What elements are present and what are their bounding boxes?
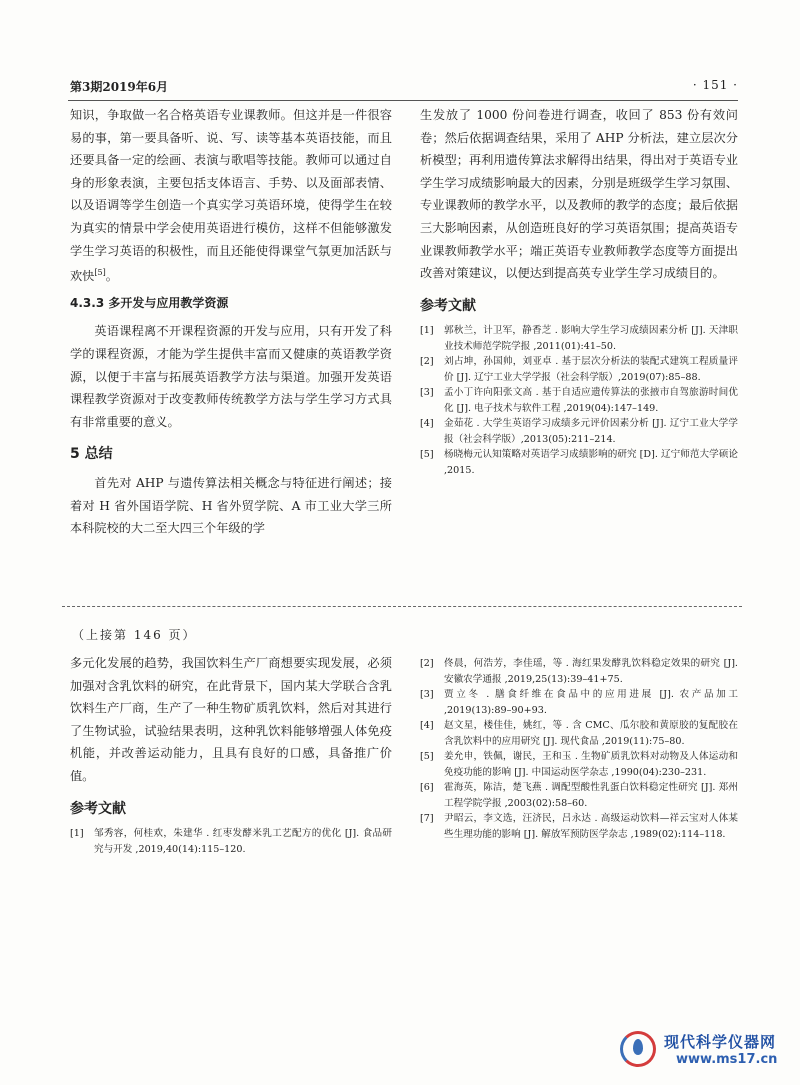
reference-item: [5] 姜允申，铁佩，谢民，王和玉 . 生物矿质乳饮料对动物及人体运动和免疫功能的影响 [J]. 中国运动医学杂志 ,1990(04):230–231. [420,751,738,778]
body-paragraph: 生发放了 1000 份问卷进行调查，收回了 853 份有效问卷；然后依据调查结果，采用了 AHP 分析法，建立层次分析模型；再利用遗传算法求解得出结果，得出对于英语专业学生学习成绩影响最大的因素，分别是班级学生学习氛围、专业课教师的教学水平，以及教师的教学的态度；最后依据三大影响因素，从创造班良好的学习英语氛围；提高英语专业课教师教学水平；端正英语专业教师教学态度等方面提出改善对策建议，以便达到提高英专业学生学习成绩目的。 [420,108,738,281]
references-heading: 参考文献 [420,297,476,314]
bottom-left-column [70,652,392,857]
body-paragraph: 首先对 AHP 与遗传算法相关概念与特征进行阐述；接着对 H 省外国语学院、H 省外贸学院、A 市工业大学三所本科院校的大二至大四三个年级的学 [70,475,392,536]
reference-item: [3] 孟小丁许向阳张文高 . 基于自适应遗传算法的张掖市自驾旅游时间优化 [J]. 电子技术与软件工程 ,2019(04):147–149. [420,387,738,414]
reference-item: [2] 刘占坤，孙国帅，刘亚卓 . 基于层次分析法的装配式建筑工程质量评价 [J]. 辽宁工业大学学报（社会科学版）,2019(07):85–88. [420,356,738,383]
issue-label: 第3期2019年6月 [70,80,169,94]
section-divider [62,606,742,607]
reference-item: [5] 杨晓梅元认知策略对英语学习成绩影响的研究 [D]. 辽宁师范大学硕论 ,2015. [420,449,738,476]
reference-item: [1] 郭秋兰，计卫军，静香芝 . 影响大学生学习成绩因素分析 [J]. 天津职业技术师范学院学报 ,2011(01):41–50. [420,325,738,352]
reference-list [420,323,738,478]
watermark-name: 现代科学仪器网 [664,1033,777,1051]
top-left-column [70,104,392,540]
section-heading-4-3-3: 4.3.3 多开发与应用教学资源 [70,295,229,310]
body-paragraph: 知识，争取做一名合格英语专业课教师。但这并是一件很容易的事，第一要具备听、说、写、读等基本英语技能，而且还要具备一定的绘画、表演与歌唱等技能。教师可以通过自身的形象表演，主要包括支体语言、手势、以及面部表情、以及语调等学生创造一个真实学习英语环境，使得学生在较为真实的情景中学会使用英语进行模仿，这样不但能够激发学生学习英语的积极性，而且还能使得课堂气氛更加活跃与欢快[5]。 [70,108,392,284]
reference-item: [4] 金茹花 . 大学生英语学习成绩多元评价因素分析 [J]. 辽宁工业大学学报（社会科学版）,2013(05):211–214. [420,418,738,445]
top-right-column [420,104,738,478]
watermark-logo [620,1029,790,1073]
body-paragraph: 多元化发展的趋势，我国饮料生产厂商想要实现发展，必须加强对含乳饮料的研究，在此背景下，国内某大学联合含乳饮料生产厂商，生产了一种生物矿质乳饮料，然后对其进行了生物试验，试验结果表明，这种乳饮料能够增强人体免疫机能，并改善运动能力，且具有良好的口感，具备推广价值。 [70,656,392,783]
body-paragraph: 英语课程离不开课程资源的开发与应用，只有开发了科学的课程资源，才能为学生提供丰富而又健康的英语教学资源，以便于丰富与拓展英语教学方法与渠道。加强开发英语课程教学资源对于改变教师传统教学方法与学生学习方式具有非常重要的意义。 [70,324,392,429]
page-header [70,78,738,96]
continued-from-label: （上接第 146 页） [72,628,197,642]
reference-list [420,656,738,842]
reference-item: [1] 邹秀容，何桂欢，朱建华 . 红枣发酵米乳工艺配方的优化 [J]. 食品研究与开发 ,2019,40(14):115–120. [70,828,392,855]
header-rule [68,100,738,101]
section-heading-5: 5 总结 [70,446,113,463]
reference-list [70,826,392,857]
reference-item: [4] 赵文星，楼佳佳，姚红，等 . 含 CMC、瓜尔胶和黄原胶的复配胶在含乳饮料中的应用研究 [J]. 现代食品 ,2019(11):75–80. [420,720,738,747]
references-heading: 参考文献 [70,800,126,817]
watermark-url: www.ms17.cn [676,1052,778,1067]
reference-item: [6] 霍海英，陈洁，楚飞燕 . 调配型酸性乳蛋白饮料稳定性研究 [J]. 郑州工程学院学报 ,2003(02):58–60. [420,782,738,809]
page-number: · 151 · [692,78,738,92]
bottom-right-column [420,656,738,842]
reference-item: [3] 贾立冬 . 膳食纤维在食品中的应用进展 [J]. 农产品加工 ,2019(13):89–90+93. [420,689,738,716]
citation: [5] [94,268,106,278]
logo-drop-icon [633,1039,643,1055]
reference-item: [7] 尹昭云，李文选，汪济民，吕永达 . 高级运动饮料—祥云宝对人体某些生理功能的影响 [J]. 解放军预防医学杂志 ,1989(02):114–118. [420,813,738,840]
reference-item: [2] 佟晨，何浩芳，李佳瑶，等 . 海红果发酵乳饮料稳定效果的研究 [J]. 安徽农学通报 ,2019,25(13):39–41+75. [420,658,738,685]
